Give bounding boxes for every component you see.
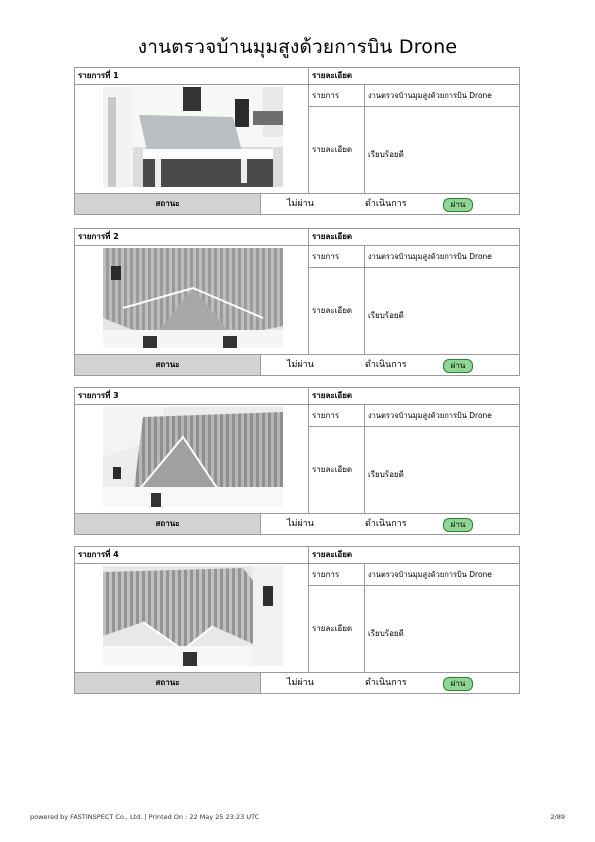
card-header — [75, 547, 519, 564]
detail-value: เรียบร้อยดี — [368, 470, 404, 479]
balcony-photo[interactable] — [103, 87, 283, 187]
item-number: รายการที่ 4 — [75, 547, 309, 563]
detail-header: รายละเอียด — [312, 232, 353, 241]
status-fail-option[interactable]: ไม่ผ่าน — [287, 519, 314, 529]
detail-label: รายละเอียด — [309, 107, 365, 193]
detail-table — [309, 564, 519, 672]
detail-table — [309, 85, 519, 193]
detail-header: รายละเอียด — [312, 391, 353, 400]
inspection-card-2 — [74, 228, 520, 376]
item-label: รายการ — [309, 564, 365, 586]
status-in-progress-option[interactable]: ดำเนินการ — [365, 519, 407, 529]
detail-label: รายละเอียด — [309, 586, 365, 672]
status-label: สถานะ — [75, 673, 261, 693]
card-header — [75, 388, 519, 405]
item-value: งานตรวจบ้านมุมสูงด้วยการบิน Drone — [365, 85, 519, 107]
status-label: สถานะ — [75, 514, 261, 534]
item-label: รายการ — [309, 405, 365, 427]
status-pass-badge[interactable]: ผ่าน — [443, 359, 473, 373]
status-pass-badge[interactable]: ผ่าน — [443, 198, 473, 212]
detail-label: รายละเอียด — [309, 268, 365, 354]
page-title: งานตรวจบ้านมุมสูงด้วยการบิน Drone — [137, 36, 458, 58]
page-number: 2/89 — [550, 813, 565, 821]
detail-header: รายละเอียด — [312, 71, 353, 80]
status-pass-badge[interactable]: ผ่าน — [443, 518, 473, 532]
status-fail-option[interactable]: ไม่ผ่าน — [287, 360, 314, 370]
detail-value: เรียบร้อยดี — [368, 311, 404, 320]
status-label: สถานะ — [75, 194, 261, 214]
detail-value: เรียบร้อยดี — [368, 150, 404, 159]
item-number: รายการที่ 1 — [75, 68, 309, 84]
status-row — [75, 513, 519, 534]
card-header — [75, 229, 519, 246]
item-label: รายการ — [309, 246, 365, 268]
detail-table — [309, 246, 519, 354]
status-label: สถานะ — [75, 355, 261, 375]
roof-photo[interactable] — [103, 407, 283, 507]
item-value: งานตรวจบ้านมุมสูงด้วยการบิน Drone — [365, 246, 519, 268]
status-fail-option[interactable]: ไม่ผ่าน — [287, 199, 314, 209]
status-in-progress-option[interactable]: ดำเนินการ — [365, 360, 407, 370]
status-in-progress-option[interactable]: ดำเนินการ — [365, 678, 407, 688]
status-in-progress-option[interactable]: ดำเนินการ — [365, 199, 407, 209]
item-number: รายการที่ 2 — [75, 229, 309, 245]
inspection-card-4 — [74, 546, 520, 694]
detail-table — [309, 405, 519, 513]
item-value: งานตรวจบ้านมุมสูงด้วยการบิน Drone — [365, 564, 519, 586]
inspection-card-3 — [74, 387, 520, 535]
photo-cell — [75, 246, 309, 354]
status-pass-badge[interactable]: ผ่าน — [443, 677, 473, 691]
card-header — [75, 68, 519, 85]
detail-header: รายละเอียด — [312, 550, 353, 559]
inspection-card-1 — [74, 67, 520, 215]
photo-cell — [75, 564, 309, 672]
detail-label: รายละเอียด — [309, 427, 365, 513]
photo-cell — [75, 405, 309, 513]
detail-value: เรียบร้อยดี — [368, 629, 404, 638]
status-row — [75, 354, 519, 375]
status-row — [75, 672, 519, 693]
photo-cell — [75, 85, 309, 193]
status-row — [75, 193, 519, 214]
item-number: รายการที่ 3 — [75, 388, 309, 404]
status-fail-option[interactable]: ไม่ผ่าน — [287, 678, 314, 688]
item-value: งานตรวจบ้านมุมสูงด้วยการบิน Drone — [365, 405, 519, 427]
roof-photo[interactable] — [103, 566, 283, 666]
roof-photo[interactable] — [103, 248, 283, 348]
footer-printed-info: powered by FASTINSPECT Co., Ltd. | Printed On : 22 May 25 23:23 UTC — [30, 813, 260, 821]
item-label: รายการ — [309, 85, 365, 107]
